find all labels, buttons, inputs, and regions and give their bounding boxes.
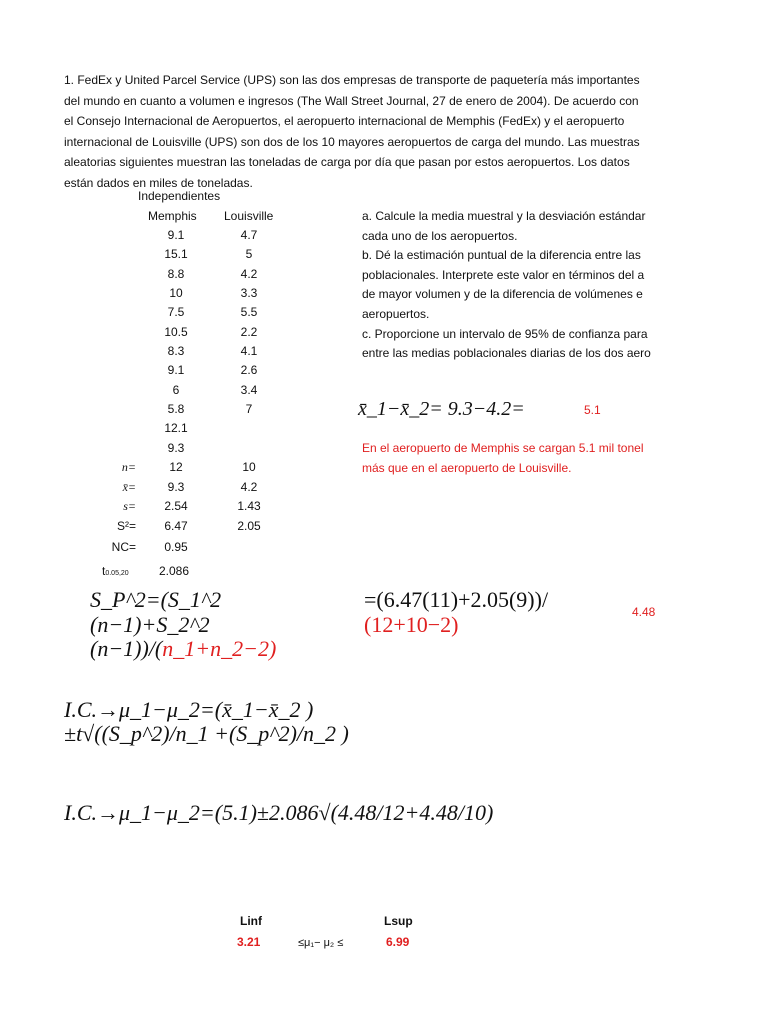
variance-memphis: 6.47 [164, 519, 188, 533]
diff-result: 5.1 [584, 403, 601, 417]
question-line: c. Proporcione un intervalo de 95% de confianza para [362, 326, 648, 341]
lsup-value: 6.99 [386, 935, 410, 949]
louisville-cell: 4.1 [240, 344, 258, 358]
ci-substituted: I.C.→μ_1−μ_2=(5.1)±2.086√(4.48/12+4.48/10) [64, 800, 494, 825]
col-louisville-header: Louisville [224, 209, 274, 223]
memphis-cell: 9.1 [167, 363, 185, 377]
pooled-formula-part: (n−1))/( [90, 636, 163, 661]
problem-line: aleatorias siguientes muestran las toneladas de carga por día que pasan por estos aeropuertos. Los datos [64, 155, 630, 169]
pooled-formula-line1: S_P^2=(S_1^2 [90, 587, 222, 612]
memphis-cell: 9.1 [167, 228, 185, 242]
ci-formula-line2: ±t√((S_p^2)/n_1 +(S_p^2)/n_2 ) [64, 721, 349, 746]
n-louisville: 10 [242, 460, 256, 474]
interpretation-line: En el aeropuerto de Memphis se cargan 5.1 mil tonel [362, 441, 644, 455]
louisville-cell: 3.4 [240, 383, 258, 397]
problem-line: están dados en miles de toneladas. [64, 175, 253, 190]
question-line: aeropuertos. [362, 306, 430, 321]
pooled-formula-line3 [90, 636, 276, 662]
s-louisville: 1.43 [237, 499, 261, 513]
ci-formula-line1: I.C.→μ_1−μ_2=(x̄_1−x̄_2 ) [64, 697, 314, 722]
memphis-cell: 10.5 [164, 325, 188, 339]
s-memphis: 2.54 [164, 499, 188, 513]
memphis-cell: 7.5 [167, 305, 185, 319]
t-label-main: t [102, 564, 106, 578]
pooled-result: 4.48 [632, 605, 656, 619]
nc-value: 0.95 [164, 540, 188, 554]
louisville-cell: 4.7 [240, 228, 258, 242]
xbar-louisville: 4.2 [240, 480, 258, 494]
xbar-memphis: 9.3 [167, 480, 185, 494]
question-line: cada uno de los aeropuertos. [362, 228, 518, 243]
n-label: n= [121, 460, 136, 474]
louisville-cell: 4.2 [240, 267, 258, 281]
n-memphis: 12 [169, 460, 183, 474]
problem-line: internacional de Louisville (UPS) son dos de los 10 mayores aeropuertos de carga del mundo. Las muestras [64, 134, 640, 149]
question-line: b. Dé la estimación puntual de la diferencia entre las [362, 248, 641, 263]
memphis-cell: 8.3 [167, 344, 185, 358]
question-line: poblacionales. Interprete este valor en términos del a [362, 267, 645, 282]
question-line: de mayor volumen y de la diferencia de volúmenes e [362, 287, 643, 302]
t-label [102, 563, 129, 582]
louisville-cell: 3.3 [240, 286, 258, 300]
nc-label: NC= [111, 540, 136, 554]
memphis-cell: 6 [172, 383, 180, 397]
variance-louisville: 2.05 [237, 519, 261, 533]
problem-line: del mundo en cuanto a volumen e ingresos (The Wall Street Journal, 27 de enero de 2004). De acuerdo con [64, 93, 639, 108]
diff-formula: x̄_1−x̄_2= 9.3−4.2= [358, 398, 525, 420]
lsup-label: Lsup [384, 914, 413, 928]
interpretation-line: más que en el aeropuerto de Louisville. [362, 461, 572, 475]
variance-label: S²= [116, 519, 136, 533]
problem-line: el Consejo Internacional de Aeropuertos, el aeropuerto internacional de Memphis (FedEx) y el aeropuerto [64, 114, 625, 128]
memphis-cell: 15.1 [164, 247, 188, 261]
pooled-substitution-line2: (12+10−2) [364, 612, 459, 637]
memphis-cell: 5.8 [167, 402, 185, 416]
t-value: 2.086 [159, 564, 190, 578]
pooled-substitution-line1: =(6.47(11)+2.05(9))/ [364, 587, 549, 612]
louisville-cell: 5.5 [240, 305, 258, 319]
interval-inequality: ≤μ₁− μ₂ ≤ [298, 937, 344, 949]
xbar-label: x̄= [122, 480, 136, 494]
question-line: a. Calcule la media muestral y la desviación estándar [362, 209, 646, 223]
linf-value: 3.21 [237, 935, 261, 949]
pooled-formula-line2: (n−1)+S_2^2 [90, 612, 210, 637]
louisville-cell: 5 [245, 247, 253, 261]
questions-block [362, 207, 762, 364]
problem-statement [64, 70, 764, 193]
pooled-formula-denominator: n_1+n_2−2) [162, 636, 277, 661]
s-label: s= [123, 499, 136, 513]
memphis-cell: 12.1 [164, 421, 188, 435]
louisville-cell: 2.6 [240, 363, 258, 377]
linf-label: Linf [240, 914, 262, 928]
memphis-cell: 8.8 [167, 267, 185, 281]
t-label-sub: 0.05,20 [105, 570, 129, 577]
louisville-cell: 7 [245, 402, 253, 416]
col-memphis-header: Memphis [148, 209, 197, 223]
memphis-cell: 10 [169, 286, 183, 300]
problem-line: 1. FedEx y United Parcel Service (UPS) son las dos empresas de transporte de paquetería más importantes [64, 73, 640, 87]
group-label: Independientes [138, 189, 221, 203]
question-line: entre las medias poblacionales diarias de los dos aero [362, 346, 651, 361]
louisville-cell: 2.2 [240, 325, 258, 339]
memphis-cell: 9.3 [167, 441, 185, 455]
